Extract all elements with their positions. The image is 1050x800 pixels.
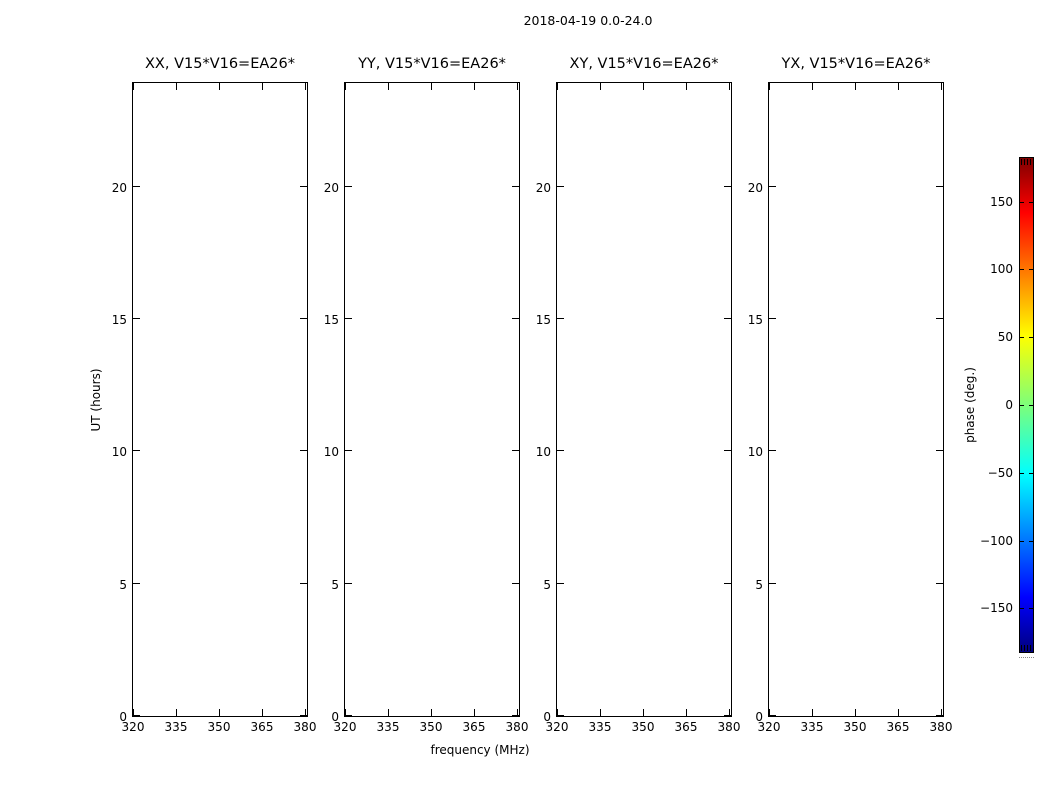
x-tick-label: 350 [843, 720, 867, 734]
y-tick-label: 15 [111, 313, 127, 327]
colorbar-tick-label: −50 [987, 466, 1013, 480]
x-axis-tick [898, 83, 899, 90]
y-tick-label: 20 [111, 181, 127, 195]
x-tick-label: 320 [545, 720, 569, 734]
y-tick-label: 15 [747, 313, 763, 327]
y-axis-tick [936, 186, 943, 187]
colorbar-tick [1029, 269, 1033, 270]
y-tick-label: 0 [331, 710, 339, 724]
y-tick-label: 5 [755, 578, 763, 592]
y-tick-label: 5 [543, 578, 551, 592]
subplot-title-yy: YY, V15*V16=EA26* [358, 56, 506, 72]
x-axis-tick [474, 83, 475, 90]
y-tick-label: 5 [331, 578, 339, 592]
x-axis-tick [941, 83, 942, 90]
x-axis-tick [262, 83, 263, 90]
x-axis-tick [219, 83, 220, 90]
x-tick-label: 350 [207, 720, 231, 734]
x-axis-tick [431, 709, 432, 716]
y-tick-label: 0 [119, 710, 127, 724]
x-axis-tick [388, 83, 389, 90]
y-axis-tick [769, 715, 776, 716]
y-tick-label: 20 [747, 181, 763, 195]
colorbar-tick [1029, 473, 1033, 474]
x-axis-tick [643, 83, 644, 90]
x-tick-label: 380 [929, 720, 953, 734]
subplot-title-yx: YX, V15*V16=EA26* [781, 56, 931, 72]
x-tick-label: 365 [674, 720, 698, 734]
x-axis-tick [769, 83, 770, 90]
colorbar-tick [1020, 541, 1024, 542]
y-tick-label: 20 [323, 181, 339, 195]
y-tick-label: 5 [119, 578, 127, 592]
x-tick-label: 335 [588, 720, 612, 734]
x-axis-tick [855, 83, 856, 90]
x-tick-label: 335 [800, 720, 824, 734]
x-axis-tick [431, 83, 432, 90]
y-axis-tick [557, 583, 564, 584]
x-tick-label: 320 [757, 720, 781, 734]
y-axis-tick [557, 186, 564, 187]
y-axis-tick [133, 715, 140, 716]
x-axis-tick [262, 709, 263, 716]
x-tick-label: 365 [250, 720, 274, 734]
y-tick-label: 15 [535, 313, 551, 327]
x-axis-tick [600, 709, 601, 716]
x-axis-tick [729, 83, 730, 90]
y-tick-label: 10 [323, 445, 339, 459]
y-axis-tick [345, 583, 352, 584]
colorbar-label: phase (deg.) [963, 367, 977, 443]
y-tick-label: 0 [755, 710, 763, 724]
y-axis-tick [936, 583, 943, 584]
y-tick-label: 15 [323, 313, 339, 327]
colorbar-tick [1029, 541, 1033, 542]
x-tick-label: 335 [164, 720, 188, 734]
plot-area-xy [556, 82, 732, 717]
plot-area-yy [344, 82, 520, 717]
y-axis-tick [557, 318, 564, 319]
x-axis-tick [133, 83, 134, 90]
x-tick-label: 365 [462, 720, 486, 734]
x-axis-tick [219, 709, 220, 716]
x-tick-label: 320 [333, 720, 357, 734]
colorbar-tick [1029, 337, 1033, 338]
colorbar-tick-label: 0 [1005, 398, 1013, 412]
colorbar-tick [1020, 608, 1024, 609]
x-axis-tick [600, 83, 601, 90]
x-axis-tick [388, 709, 389, 716]
y-axis-tick [345, 715, 352, 716]
colorbar-tick [1020, 473, 1024, 474]
y-axis-tick [936, 450, 943, 451]
x-tick-label: 320 [121, 720, 145, 734]
colorbar-tick [1020, 337, 1024, 338]
x-axis-tick [898, 709, 899, 716]
x-tick-label: 365 [886, 720, 910, 734]
y-tick-label: 10 [111, 445, 127, 459]
y-axis-tick [769, 583, 776, 584]
x-axis-tick [176, 83, 177, 90]
colorbar-tick [1020, 405, 1024, 406]
y-axis-tick [345, 450, 352, 451]
x-tick-label: 380 [293, 720, 317, 734]
colorbar-tick-label: 150 [990, 195, 1013, 209]
y-axis-tick [936, 318, 943, 319]
x-tick-label: 335 [376, 720, 400, 734]
y-axis-tick [557, 450, 564, 451]
x-axis-tick [812, 83, 813, 90]
y-axis-tick [769, 450, 776, 451]
x-axis-tick [643, 709, 644, 716]
x-axis-tick [305, 83, 306, 90]
colorbar-tick-label: 50 [997, 330, 1013, 344]
x-axis-tick [812, 709, 813, 716]
colorbar-tick-label: 100 [990, 262, 1013, 276]
y-axis-tick [557, 715, 564, 716]
x-axis-tick [686, 709, 687, 716]
x-tick-label: 380 [717, 720, 741, 734]
colorbar-tick [1020, 202, 1024, 203]
y-axis-tick [345, 318, 352, 319]
y-axis-tick [133, 318, 140, 319]
y-axis-tick [936, 715, 943, 716]
subplot-title-xx: XX, V15*V16=EA26* [144, 56, 295, 72]
x-axis-label: frequency (MHz) [430, 743, 530, 757]
x-axis-tick [557, 83, 558, 90]
x-tick-label: 380 [505, 720, 529, 734]
x-axis-tick [686, 83, 687, 90]
y-tick-label: 20 [535, 181, 551, 195]
x-axis-tick [345, 83, 346, 90]
figure-title: 2018-04-19 0.0-24.0 [523, 13, 653, 28]
x-axis-tick [474, 709, 475, 716]
colorbar-tick [1029, 608, 1033, 609]
colorbar-tick [1029, 405, 1033, 406]
x-axis-tick [855, 709, 856, 716]
x-axis-tick [176, 709, 177, 716]
plot-area-yx [768, 82, 944, 717]
y-axis-tick [133, 450, 140, 451]
x-tick-label: 350 [631, 720, 655, 734]
y-axis-tick [133, 186, 140, 187]
y-tick-label: 10 [747, 445, 763, 459]
x-axis-tick [517, 83, 518, 90]
y-axis-tick [769, 318, 776, 319]
colorbar-dotted-edge [1019, 657, 1034, 658]
y-axis-tick [345, 186, 352, 187]
colorbar-bottom-minor-ticks [1021, 645, 1032, 651]
subplot-title-xy: XY, V15*V16=EA26* [569, 56, 719, 72]
y-axis-label: UT (hours) [89, 368, 103, 432]
plot-area-xx [132, 82, 308, 717]
y-tick-label: 10 [535, 445, 551, 459]
colorbar-tick-label: −150 [980, 601, 1013, 615]
colorbar-top-minor-ticks [1021, 159, 1032, 165]
colorbar-tick-label: −100 [980, 534, 1013, 548]
colorbar-tick [1020, 269, 1024, 270]
x-tick-label: 350 [419, 720, 443, 734]
colorbar-tick [1029, 202, 1033, 203]
y-axis-tick [133, 583, 140, 584]
y-axis-tick [769, 186, 776, 187]
y-tick-label: 0 [543, 710, 551, 724]
